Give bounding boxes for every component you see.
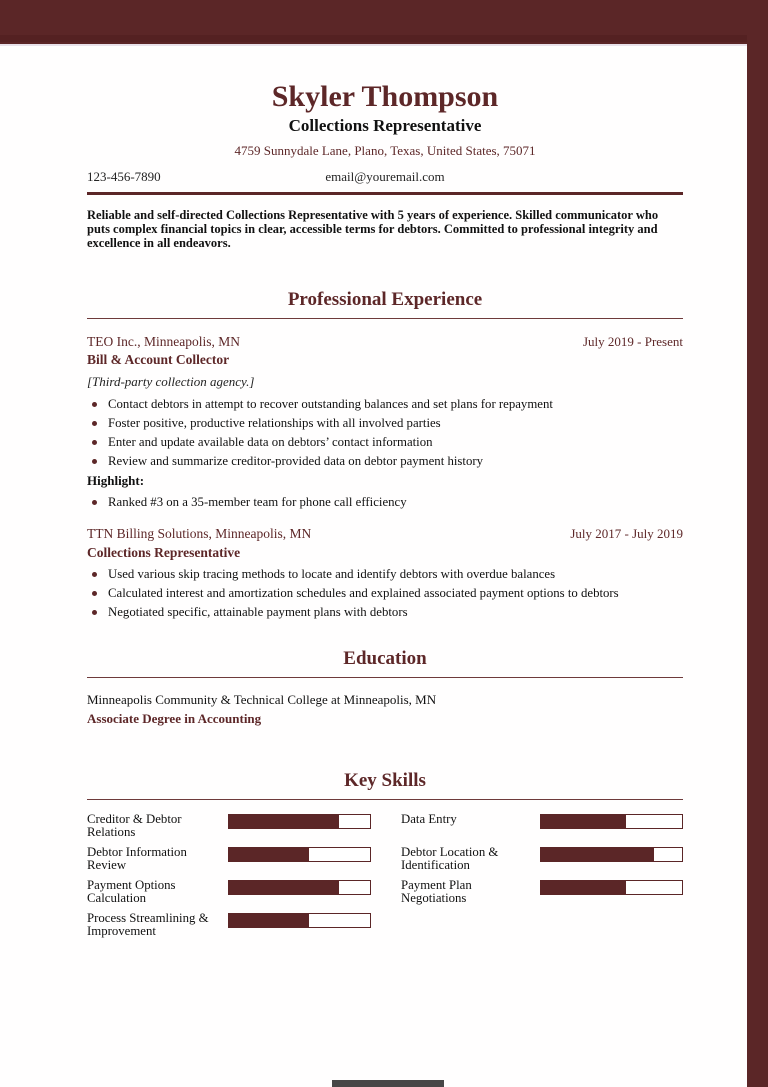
skill-bar <box>228 847 371 862</box>
top-accent-bar <box>0 0 768 46</box>
job-bullet <box>87 395 683 414</box>
header-divider <box>87 192 683 195</box>
skill-label: Payment Options Calculation <box>87 877 176 906</box>
skill-bar <box>228 880 371 895</box>
skill-label: Debtor Information Review <box>87 844 187 873</box>
bullet-dot <box>92 402 97 407</box>
education-school: Minneapolis Community & Technical College at Minneapolis, MN <box>87 692 437 708</box>
email-address: email@youremail.com <box>325 168 445 184</box>
skill-bar <box>228 814 371 829</box>
job-bullet-text: Foster positive, productive relationships with all involved parties <box>108 415 441 430</box>
job-bullet-text: Used various skip tracing methods to locate and identify debtors with overdue balances <box>108 567 556 582</box>
job-bullet-text: Calculated interest and amortization schedules and explained associated payment options to debtors <box>108 586 619 601</box>
highlight-bullet-text: Ranked #3 on a 35-member team for phone call efficiency <box>108 494 407 509</box>
right-accent-bar <box>747 0 768 1087</box>
skill-bar-fill <box>541 881 626 894</box>
bullet-dot <box>92 610 97 615</box>
resume-content <box>87 44 683 939</box>
section-title-skills: Key Skills <box>344 769 426 791</box>
job-bullet-text: Review and summarize creditor-provided data on debtor payment history <box>108 453 484 468</box>
skill-bar-fill <box>229 848 309 861</box>
skill-bar <box>540 880 683 895</box>
job-bullet-text: Negotiated specific, attainable payment plans with debtors <box>108 605 408 620</box>
section-divider-education <box>87 677 683 678</box>
bullet-dot <box>92 459 97 464</box>
highlight-bullet <box>87 493 683 512</box>
job-bullet <box>87 433 683 452</box>
skill-label: Data Entry <box>401 811 457 826</box>
contact-row <box>87 169 683 186</box>
job-dates: July 2017 - July 2019 <box>570 525 683 541</box>
job-header <box>87 525 683 543</box>
address-line: 4759 Sunnydale Lane, Plano, Texas, United States, 75071 <box>234 143 536 159</box>
job-bullet <box>87 603 683 622</box>
skill-label: Creditor & Debtor Relations <box>87 811 182 840</box>
skill-bar-fill <box>229 881 339 894</box>
job-role: Bill & Account Collector <box>87 352 230 368</box>
person-name: Skyler Thompson <box>271 80 499 113</box>
job-bullet-list <box>87 395 683 471</box>
job-entry-ttn <box>87 525 683 622</box>
job-bullet-text: Enter and update available data on debtors’ contact information <box>108 434 433 449</box>
job-bullet-text: Contact debtors in attempt to recover outstanding balances and set plans for repayment <box>108 396 553 411</box>
bullet-dot <box>92 500 97 505</box>
skill-label: Debtor Location & Identification <box>401 844 499 873</box>
top-accent-bar-shade <box>0 35 768 42</box>
education-degree: Associate Degree in Accounting <box>87 710 262 726</box>
bullet-dot <box>92 440 97 445</box>
highlight-bullet-list <box>87 493 683 512</box>
skill-bar-fill <box>541 815 626 828</box>
job-bullet <box>87 565 683 584</box>
job-note: [Third-party collection agency.] <box>87 374 255 390</box>
job-bullet <box>87 414 683 433</box>
highlight-label: Highlight: <box>87 472 145 488</box>
phone-number: 123-456-7890 <box>87 168 161 184</box>
section-divider-skills <box>87 799 683 800</box>
bullet-dot <box>92 421 97 426</box>
skill-bar-fill <box>229 914 309 927</box>
job-entry-teo <box>87 333 683 512</box>
section-title-education: Education <box>343 648 427 670</box>
skill-bar <box>540 847 683 862</box>
job-header <box>87 333 683 351</box>
skill-bar-fill <box>541 848 654 861</box>
skill-bar <box>228 913 371 928</box>
job-bullet <box>87 452 683 471</box>
job-role: Collections Representative <box>87 544 241 560</box>
company-name: TTN Billing Solutions, Minneapolis, MN <box>87 525 312 541</box>
section-title-experience: Professional Experience <box>287 288 483 310</box>
skill-label: Process Streamlining & Improvement <box>87 910 209 939</box>
skill-label: Payment Plan Negotiations <box>401 877 472 906</box>
company-name: TEO Inc., Minneapolis, MN <box>87 333 240 349</box>
professional-summary: Reliable and self-directed Collections Representative with 5 years of experience. Skilled communicator who puts complex financial topics in clear, accessible terms for debtors. Committed to professional integrity and excellence in all endeavors. <box>87 207 659 251</box>
bullet-dot <box>92 572 97 577</box>
skill-bar <box>540 814 683 829</box>
job-bullet <box>87 584 683 603</box>
person-job-title: Collections Representative <box>288 116 482 135</box>
bullet-dot <box>92 591 97 596</box>
job-bullet-list <box>87 565 683 622</box>
skill-bar-fill <box>229 815 339 828</box>
skills-grid <box>87 813 683 939</box>
section-divider-experience <box>87 318 683 319</box>
job-dates: July 2019 - Present <box>582 333 683 349</box>
footer-bar <box>332 1080 444 1087</box>
